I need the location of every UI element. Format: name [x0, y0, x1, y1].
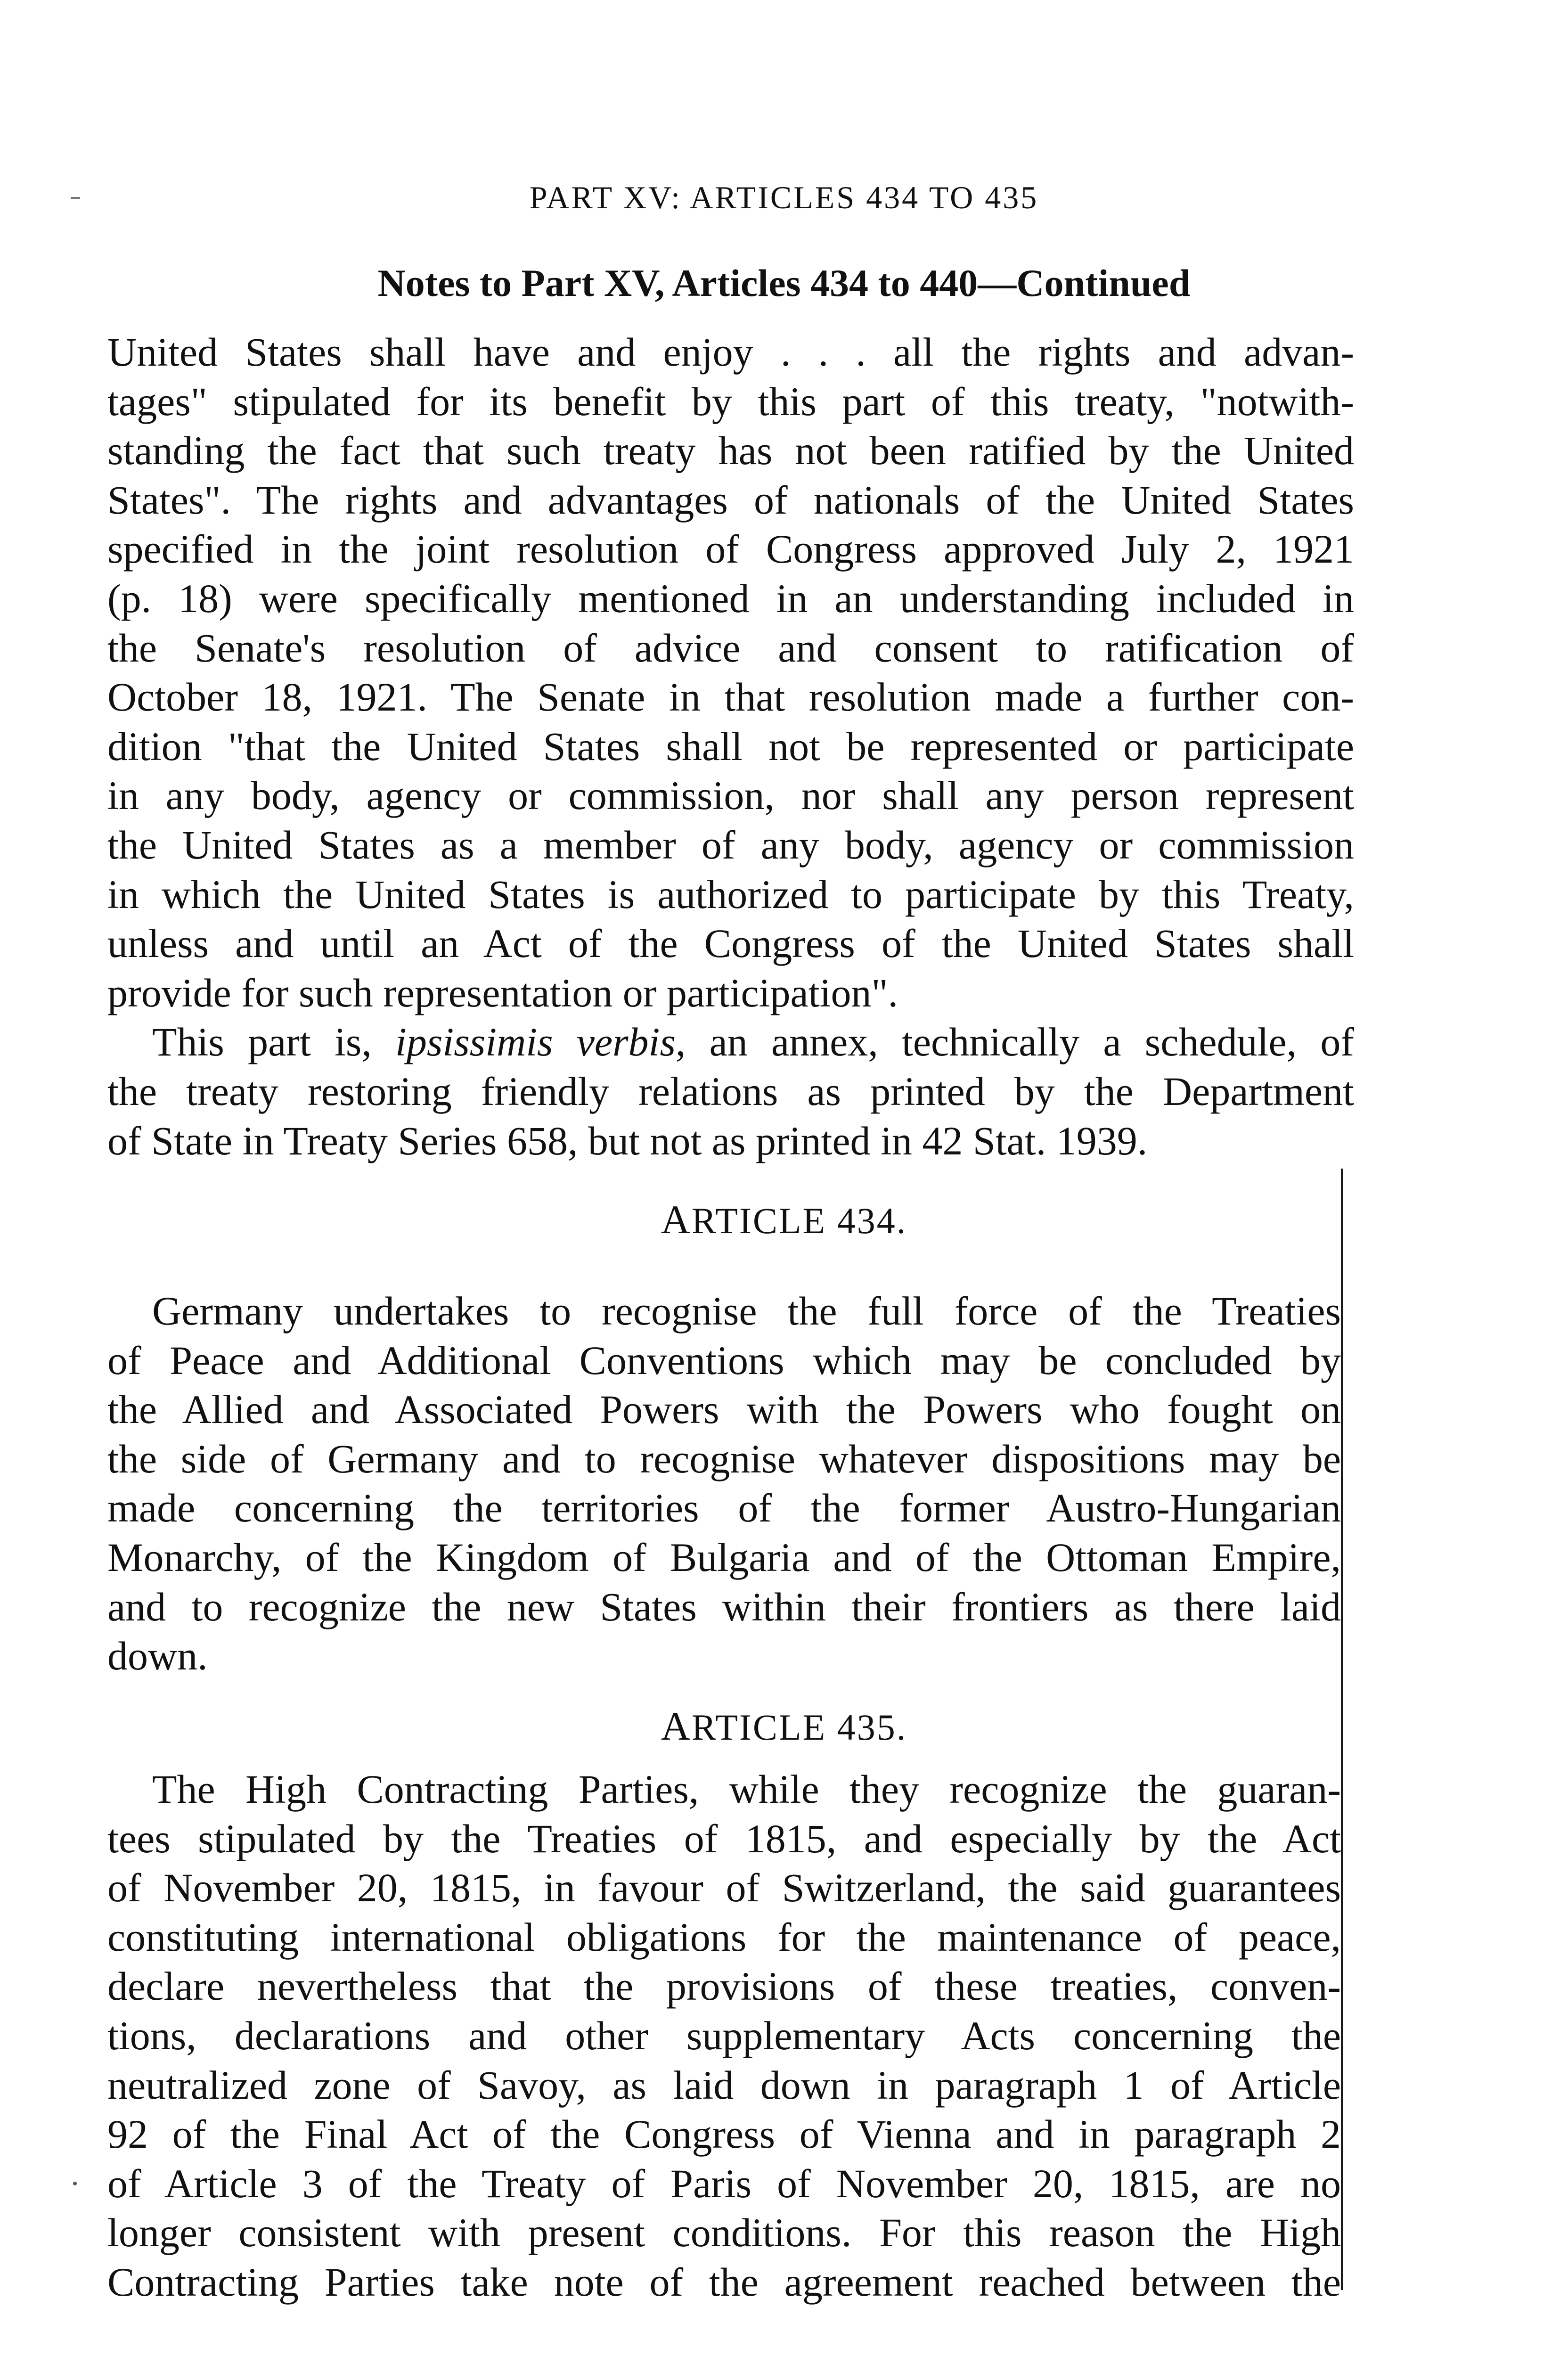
notes-heading: Notes to Part XV, Articles 434 to 440—Continued: [377, 262, 1191, 304]
text-line: tees stipulated by the Treaties of 1815, and especially by the Act: [107, 1816, 1341, 1861]
text-line: declare nevertheless that the provisions of these treaties, conven-: [107, 1963, 1341, 2009]
title-rest: RTICLE: [691, 1200, 827, 1241]
text-line: (p. 18) were specifically mentioned in an understanding included in: [107, 575, 1354, 621]
title-number: 434.: [837, 1200, 907, 1241]
text-line: Contracting Parties take note of the agreement reached between the: [107, 2259, 1341, 2305]
text-line: of November 20, 1815, in favour of Switzerland, the said guarantees: [107, 1865, 1341, 1911]
text-line: of Peace and Additional Conventions which may be concluded by: [107, 1337, 1341, 1383]
article-435-text: [107, 1765, 1341, 2307]
text-line: tions, declarations and other supplementary Acts concerning the: [107, 2012, 1341, 2058]
text-line: of State in Treaty Series 658, but not as printed in 42 Stat. 1939.: [107, 1118, 1148, 1163]
text-line: the United States as a member of any body, agency or commission: [107, 822, 1354, 867]
running-head: PART XV: ARTICLES 434 TO 435: [529, 180, 1039, 215]
text-line: made concerning the territories of the former Austro-Hungarian: [107, 1485, 1341, 1531]
text-line: the side of Germany and to recognise whatever dispositions may be: [107, 1436, 1341, 1481]
text-line: 92 of the Final Act of the Congress of Vienna and in paragraph 2: [107, 2111, 1341, 2157]
title-number: 435.: [837, 1707, 907, 1748]
text-line: the treaty restoring friendly relations as printed by the Department: [107, 1068, 1354, 1114]
text-line: longer consistent with present conditions. For this reason the High: [107, 2210, 1341, 2256]
text-line: constituting international obligations for the maintenance of peace,: [107, 1914, 1341, 1960]
latin-phrase: ipsissimis verbis: [395, 1019, 676, 1065]
text-line: tages" stipulated for its benefit by this part of this treaty, "notwith-: [107, 378, 1354, 424]
text-line: in which the United States is authorized to participate by this Treaty,: [107, 871, 1354, 917]
text-line: unless and until an Act of the Congress of the United States shall: [107, 921, 1354, 966]
text-run: This part is,: [152, 1019, 396, 1065]
text-line: The High Contracting Parties, while they recognize the guaran-: [152, 1767, 1341, 1812]
article-434-title: [0, 1199, 1568, 1240]
article-435-title: [0, 1703, 1568, 1749]
text-line: dition "that the United States shall not be represented or participate: [107, 723, 1354, 769]
text-line: October 18, 1921. The Senate in that resolution made a further con-: [107, 674, 1354, 720]
text-line: and to recognize the new States within their frontiers as there laid: [107, 1584, 1341, 1629]
text-line: States". The rights and advantages of nationals of the United States: [107, 477, 1354, 523]
article-434-text: [107, 1286, 1341, 1681]
notes-paragraph-1: [107, 327, 1354, 1165]
text-line: down.: [107, 1633, 208, 1679]
text-line: [107, 1017, 1354, 1067]
scan-mark: [73, 2182, 77, 2185]
text-line: specified in the joint resolution of Congress approved July 2, 1921: [107, 526, 1354, 572]
title-rest: RTICLE: [691, 1707, 827, 1748]
text-line: Monarchy, of the Kingdom of Bulgaria and of the Ottoman Empire,: [107, 1534, 1341, 1580]
text-line: the Senate's resolution of advice and consent to ratification of: [107, 625, 1354, 671]
text-line: provide for such representation or participation".: [107, 970, 898, 1015]
text-line: Germany undertakes to recognise the full force of the Treaties: [152, 1288, 1341, 1333]
text-line: neutralized zone of Savoy, as laid down in paragraph 1 of Article: [107, 2062, 1341, 2108]
title-cap: A: [661, 1197, 692, 1242]
text-line: United States shall have and enjoy . . . all the rights and advan-: [107, 329, 1354, 375]
text-line: in any body, agency or commission, nor shall any person represent: [107, 773, 1354, 818]
margin-rule: [1341, 1169, 1343, 2290]
text-line: standing the fact that such treaty has not been ratified by the United: [107, 428, 1354, 474]
text-line: of Article 3 of the Treaty of Paris of November 20, 1815, are no: [107, 2160, 1341, 2206]
text-run: , an annex, technically a schedule, of: [675, 1019, 1354, 1065]
title-cap: A: [661, 1703, 692, 1749]
text-line: the Allied and Associated Powers with the Powers who fought on: [107, 1387, 1341, 1432]
